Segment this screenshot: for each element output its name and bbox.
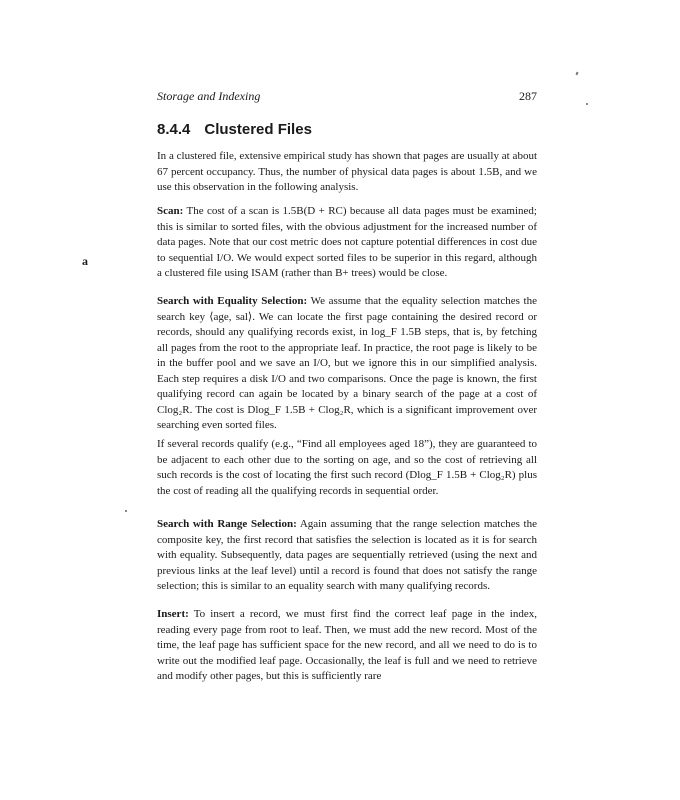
paragraph-several-records: If several records qualify (e.g., “Find all employees aged 18”), they are guaranteed to be adjacent to each other due to the sorting on age, and so the cost of retrieving all such records is the cost of locating the first such record (Dlog_F 1.5B + Clog₂R) plus the cost of reading all the qualifying records in sequential order. [157,438,537,497]
running-title: Storage and Indexing [157,89,261,103]
paragraph-text-equality-selection: We assume that the equality selection matches the search key ⟨age, sal⟩. We can locate the first page containing the desired record or records, should any qualifying records exist, in log_F 1.5B steps, that is, by fetching all pages from the root to the appropriate leaf. In practice, the root page is likely to be in the buffer pool and we save an I/O, but we ignore this in our simplified analysis. Each step requires a disk I/O and two comparisons. Once the page is known, the first qualifying record can again be located by a binary search of the page at a cost of Clog₂R. The cost is Dlog_F 1.5B + Clog₂R, which is a significant improvement over searching even sorted files. [157,295,537,431]
section-title: Clustered Files [204,121,312,138]
paragraph-text-range-selection: Again assuming that the range selection matches the composite key, the first record that satisfies the selection is located as it is for search with equality. Subsequently, data pages are sequentially retrieved (using the next and previous links at the leaf level) until a record is found that does not satisfy the range selection; this is similar to an equality search with many qualifying records. [157,518,537,592]
page-number: 287 [519,89,537,103]
section-number: 8.4.4 [157,121,191,138]
paragraph-scan [157,204,537,282]
paragraph-text-scan: The cost of a scan is 1.5B(D + RC) because all data pages must be examined; this is similar to sorted files, with the obvious adjustment for the increased number of data pages. Note that our cost metric does not capture potential differences in cost due to sequential I/O. We would expect sorted files to be superior in this regard, although a clustered file using ISAM (rather than B+ trees) would be close. [157,205,537,279]
paragraph-insert [157,607,537,685]
paragraph-range-selection [157,517,537,595]
scan-speck [576,72,579,76]
scan-speck [125,510,127,512]
section-heading [157,121,312,139]
scan-speck [586,103,588,105]
paragraph-label-range-selection: Search with Range Selection: [157,518,297,530]
paragraph-intro: In a clustered file, extensive empirical study has shown that pages are usually at about 67 percent occupancy. Thus, the number of physical data pages is about 1.5B, and we use this observation in the following analysis. [157,150,537,193]
paragraph-label-equality-selection: Search with Equality Selection: [157,295,308,307]
paragraph-text-insert: To insert a record, we must first find the correct leaf page in the index, reading every page from root to leaf. Then, we must add the new record. Most of the time, the leaf page has sufficient space for the new record, and all we need to do is to write out the modified leaf page. Occasionally, the leaf is full and we need to retrieve and modify other pages, but this is sufficiently rare [157,608,537,682]
paragraph-equality-selection [157,294,537,434]
running-header [157,88,537,104]
paragraph-label-scan: Scan: [157,205,184,217]
margin-mark: a [82,254,88,268]
paragraph-label-insert: Insert: [157,608,189,620]
